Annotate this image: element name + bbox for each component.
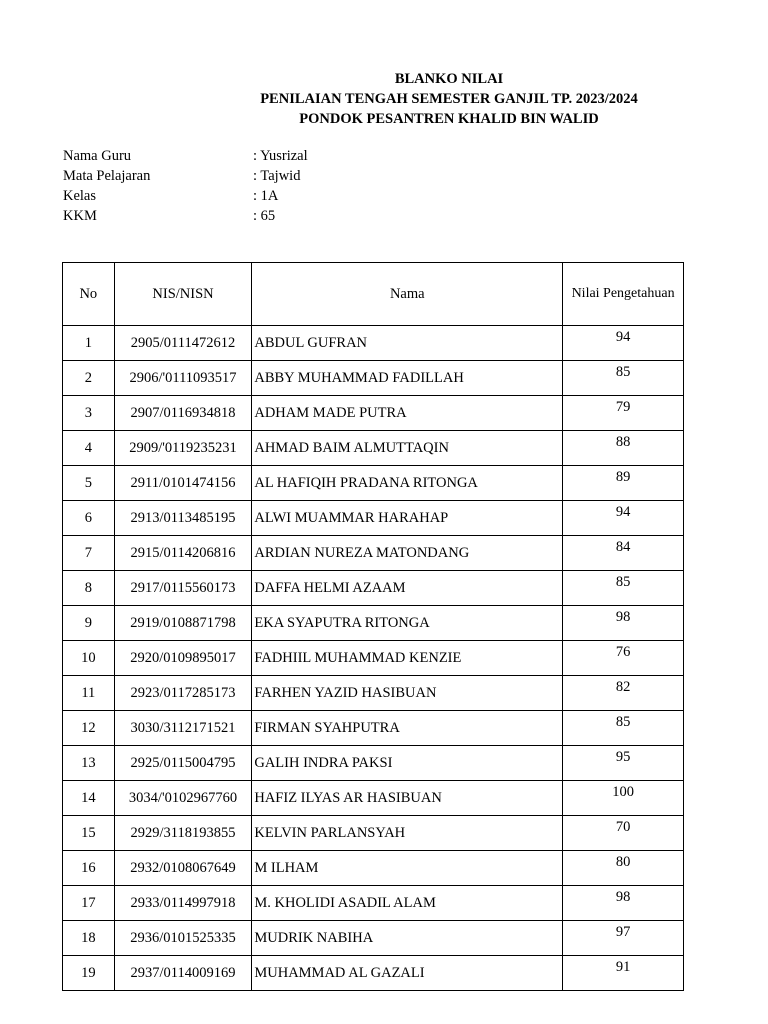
cell-nis: 2911/0101474156 [114, 466, 252, 501]
cell-nilai: 85 [563, 571, 684, 606]
cell-nis: 2925/0115004795 [114, 746, 252, 781]
cell-nama: AHMAD BAIM ALMUTTAQIN [252, 431, 563, 466]
cell-nilai: 80 [563, 851, 684, 886]
title-line-2: PENILAIAN TENGAH SEMESTER GANJIL TP. 2023/2024 [260, 91, 638, 107]
cell-nama: FARHEN YAZID HASIBUAN [252, 676, 563, 711]
cell-nilai: 85 [563, 711, 684, 746]
table-row [63, 921, 684, 956]
cell-nilai: 94 [563, 501, 684, 536]
table-row [63, 956, 684, 991]
table-row [63, 886, 684, 921]
table-row [63, 396, 684, 431]
cell-nis: 2936/0101525335 [114, 921, 252, 956]
cell-nama: MUHAMMAD AL GAZALI [252, 956, 563, 991]
cell-nis: 2919/0108871798 [114, 606, 252, 641]
cell-nilai: 88 [563, 431, 684, 466]
grades-table-body [63, 326, 684, 991]
cell-no: 17 [63, 886, 115, 921]
title-line-3: PONDOK PESANTREN KHALID BIN WALID [299, 111, 599, 127]
cell-nama: M. KHOLIDI ASADIL ALAM [252, 886, 563, 921]
table-row [63, 676, 684, 711]
cell-nis: 2917/0115560173 [114, 571, 252, 606]
column-header-no: No [63, 263, 115, 326]
cell-nama: FADHIIL MUHAMMAD KENZIE [252, 641, 563, 676]
table-row [63, 781, 684, 816]
cell-no: 7 [63, 536, 115, 571]
cell-no: 19 [63, 956, 115, 991]
table-row [63, 746, 684, 781]
cell-nis: 2923/0117285173 [114, 676, 252, 711]
cell-nis: 2920/0109895017 [114, 641, 252, 676]
info-row-class [63, 186, 308, 206]
info-value: : Tajwid [253, 168, 301, 184]
table-row [63, 326, 684, 361]
info-label: Mata Pelajaran [63, 168, 151, 184]
cell-no: 10 [63, 641, 115, 676]
cell-nama: AL HAFIQIH PRADANA RITONGA [252, 466, 563, 501]
cell-nilai: 82 [563, 676, 684, 711]
table-row [63, 851, 684, 886]
table-row [63, 606, 684, 641]
info-label: Kelas [63, 188, 97, 204]
cell-nis: 2929/3118193855 [114, 816, 252, 851]
info-label: KKM [63, 208, 97, 224]
info-value: : Yusrizal [253, 148, 308, 164]
column-header-nama: Nama [252, 263, 563, 326]
cell-nis: 2915/0114206816 [114, 536, 252, 571]
cell-nilai: 100 [563, 781, 684, 816]
info-value: : 1A [253, 188, 279, 204]
info-value: : 65 [253, 208, 276, 224]
cell-no: 8 [63, 571, 115, 606]
column-header-nilai: Nilai Pengetahuan [563, 263, 684, 326]
cell-nilai: 84 [563, 536, 684, 571]
cell-nama: ARDIAN NUREZA MATONDANG [252, 536, 563, 571]
cell-no: 1 [63, 326, 115, 361]
info-row-subject [63, 166, 308, 186]
cell-no: 3 [63, 396, 115, 431]
cell-nis: 2933/0114997918 [114, 886, 252, 921]
title-line-1: BLANKO NILAI [394, 71, 504, 87]
cell-no: 6 [63, 501, 115, 536]
cell-nilai: 94 [563, 326, 684, 361]
cell-nis: 2906/'0111093517 [114, 361, 252, 396]
cell-nama: ALWI MUAMMAR HARAHAP [252, 501, 563, 536]
cell-nama: GALIH INDRA PAKSI [252, 746, 563, 781]
cell-no: 14 [63, 781, 115, 816]
cell-no: 12 [63, 711, 115, 746]
cell-nama: FIRMAN SYAHPUTRA [252, 711, 563, 746]
cell-nilai: 98 [563, 886, 684, 921]
cell-nilai: 98 [563, 606, 684, 641]
cell-no: 18 [63, 921, 115, 956]
cell-no: 16 [63, 851, 115, 886]
cell-no: 15 [63, 816, 115, 851]
cell-nama: M ILHAM [252, 851, 563, 886]
cell-nis: 3030/3112171521 [114, 711, 252, 746]
info-label: Nama Guru [63, 148, 132, 164]
table-row [63, 501, 684, 536]
cell-nilai: 95 [563, 746, 684, 781]
cell-nis: 2913/0113485195 [114, 501, 252, 536]
cell-nama: ABDUL GUFRAN [252, 326, 563, 361]
cell-nis: 2905/0111472612 [114, 326, 252, 361]
cell-nilai: 76 [563, 641, 684, 676]
table-row [63, 466, 684, 501]
column-header-nis: NIS/NISN [114, 263, 252, 326]
table-row [63, 361, 684, 396]
grades-table [62, 262, 684, 991]
cell-nama: MUDRIK NABIHA [252, 921, 563, 956]
cell-nama: DAFFA HELMI AZAAM [252, 571, 563, 606]
info-section [63, 146, 308, 226]
document-title [0, 69, 768, 129]
cell-nilai: 89 [563, 466, 684, 501]
table-row [63, 571, 684, 606]
table-row [63, 431, 684, 466]
info-row-teacher [63, 146, 308, 166]
cell-no: 4 [63, 431, 115, 466]
table-header-row [63, 263, 684, 326]
info-row-kkm [63, 206, 308, 226]
cell-no: 11 [63, 676, 115, 711]
cell-no: 2 [63, 361, 115, 396]
cell-nis: 3034/'0102967760 [114, 781, 252, 816]
cell-no: 9 [63, 606, 115, 641]
table-row [63, 711, 684, 746]
cell-nis: 2909/'0119235231 [114, 431, 252, 466]
cell-nama: HAFIZ ILYAS AR HASIBUAN [252, 781, 563, 816]
cell-nama: KELVIN PARLANSYAH [252, 816, 563, 851]
cell-nilai: 97 [563, 921, 684, 956]
cell-no: 13 [63, 746, 115, 781]
cell-nis: 2907/0116934818 [114, 396, 252, 431]
cell-nis: 2937/0114009169 [114, 956, 252, 991]
cell-nama: ADHAM MADE PUTRA [252, 396, 563, 431]
table-row [63, 641, 684, 676]
cell-no: 5 [63, 466, 115, 501]
cell-nilai: 85 [563, 361, 684, 396]
cell-nis: 2932/0108067649 [114, 851, 252, 886]
table-row [63, 536, 684, 571]
cell-nama: ABBY MUHAMMAD FADILLAH [252, 361, 563, 396]
cell-nama: EKA SYAPUTRA RITONGA [252, 606, 563, 641]
cell-nilai: 91 [563, 956, 684, 991]
cell-nilai: 70 [563, 816, 684, 851]
table-row [63, 816, 684, 851]
cell-nilai: 79 [563, 396, 684, 431]
